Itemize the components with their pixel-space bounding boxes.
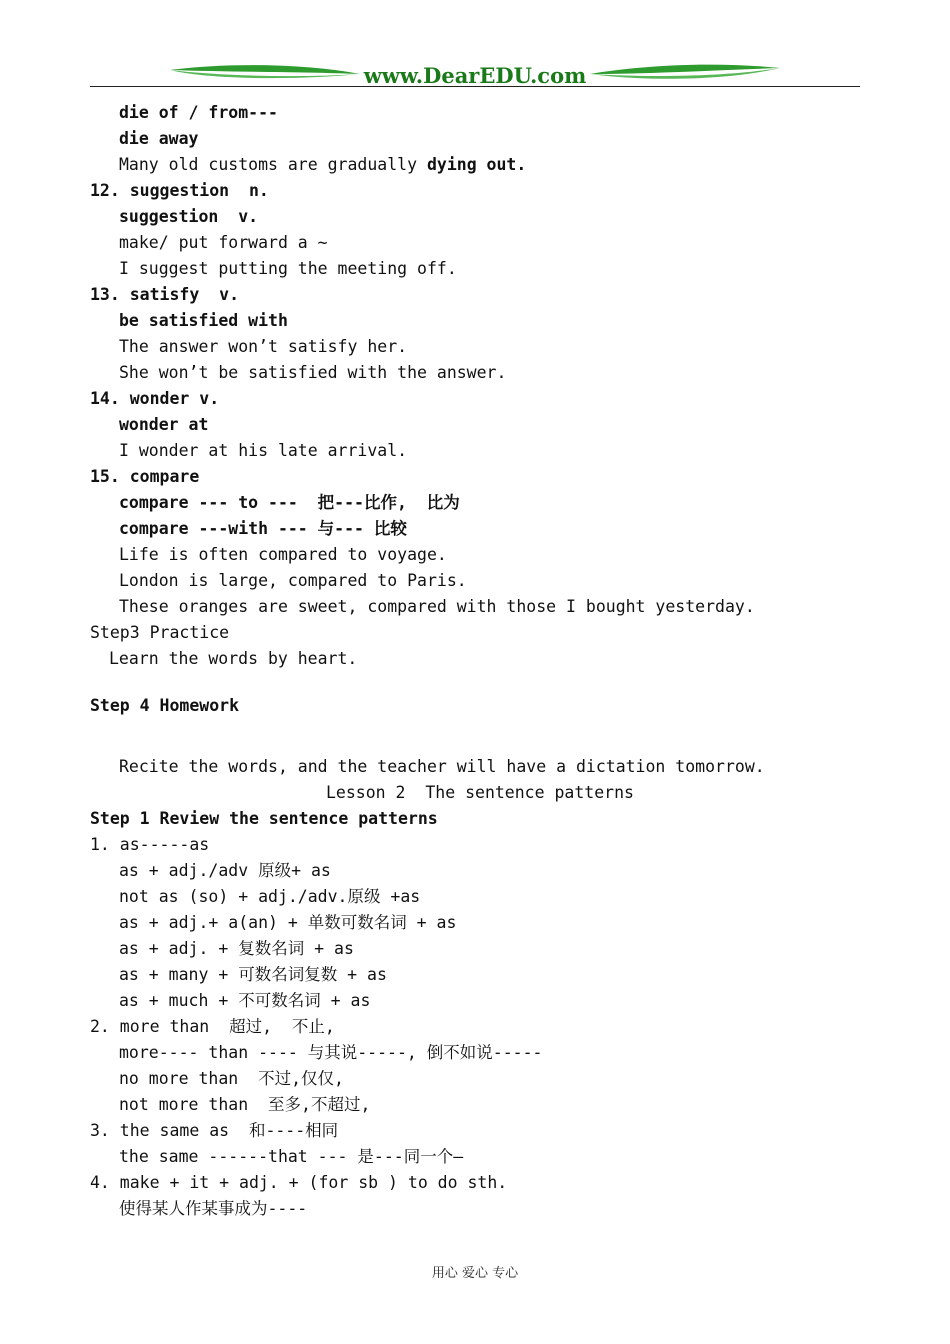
pattern-2a: more---- than ---- 与其说-----, 倒不如说----- — [119, 1043, 543, 1062]
example-text: Many old customs are gradually — [119, 155, 427, 174]
line-die-away: die away — [119, 129, 199, 148]
line-compare-to: compare --- to --- 把---比作, 比为 — [119, 493, 460, 512]
heading-step3: Step3 Practice — [90, 623, 230, 642]
heading-step4: Step 4 Homework — [90, 696, 240, 715]
pattern-1d: as + adj. + 复数名词 + as — [119, 939, 354, 958]
pattern-1c: as + adj.+ a(an) + 单数可数名词 + as — [119, 913, 457, 932]
page-footer: 用心 爱心 专心 — [431, 1266, 519, 1281]
dying-out-phrase: dying out. — [426, 155, 527, 174]
line-make-put-forward: make/ put forward a ~ — [119, 233, 328, 252]
pattern-2b: no more than 不过,仅仅, — [119, 1069, 344, 1088]
header-rule — [90, 86, 860, 87]
line-compare-example-3: These oranges are sweet, compared with those I bought yesterday. — [119, 597, 755, 616]
pattern-1: 1. as-----as — [90, 835, 210, 854]
pattern-4: 4. make + it + adj. + (for sb ) to do sth. — [90, 1173, 508, 1192]
line-wonder-example: I wonder at his late arrival. — [119, 441, 408, 460]
line-suggestion-v: suggestion v. — [119, 207, 259, 226]
line-example-dying-out — [119, 155, 526, 175]
line-satisfy-example-2: She won’t be satisfied with the answer. — [119, 363, 507, 382]
line-wonder-at: wonder at — [119, 415, 209, 434]
heading-step1-review: Step 1 Review the sentence patterns — [90, 809, 438, 828]
line-die-of: die of / from--- — [119, 103, 278, 122]
line-satisfy-example-1: The answer won’t satisfy her. — [119, 337, 408, 356]
line-be-satisfied: be satisfied with — [119, 311, 288, 330]
pattern-3a: the same ------that --- 是---同一个— — [119, 1147, 464, 1166]
pattern-1f: as + much + 不可数名词 + as — [119, 991, 371, 1010]
heading-13: 13. satisfy v. — [90, 285, 240, 304]
pattern-2: 2. more than 超过, 不止, — [90, 1017, 335, 1036]
heading-15: 15. compare — [90, 467, 200, 486]
line-recite: Recite the words, and the teacher will have a dictation tomorrow. — [119, 757, 765, 776]
line-compare-with: compare ---with --- 与--- 比较 — [119, 519, 407, 538]
pattern-1e: as + many + 可数名词复数 + as — [119, 965, 387, 984]
pattern-4a: 使得某人作某事成为---- — [119, 1199, 308, 1218]
heading-14: 14. wonder v. — [90, 389, 220, 408]
pattern-1a: as + adj./adv 原级+ as — [119, 861, 331, 880]
line-compare-example-2: London is large, compared to Paris. — [119, 571, 467, 590]
line-compare-example-1: Life is often compared to voyage. — [119, 545, 447, 564]
line-suggest-example: I suggest putting the meeting off. — [119, 259, 457, 278]
pattern-2c: not more than 至多,不超过, — [119, 1095, 371, 1114]
pattern-1b: not as (so) + adj./adv.原级 +as — [119, 887, 421, 906]
lesson-2-title: Lesson 2 The sentence patterns — [326, 783, 634, 802]
heading-12: 12. suggestion n. — [90, 181, 269, 200]
header-site-text: www.DearEDU.com — [363, 63, 587, 88]
line-learn-words: Learn the words by heart. — [109, 649, 358, 668]
pattern-3: 3. the same as 和----相同 — [90, 1121, 339, 1140]
